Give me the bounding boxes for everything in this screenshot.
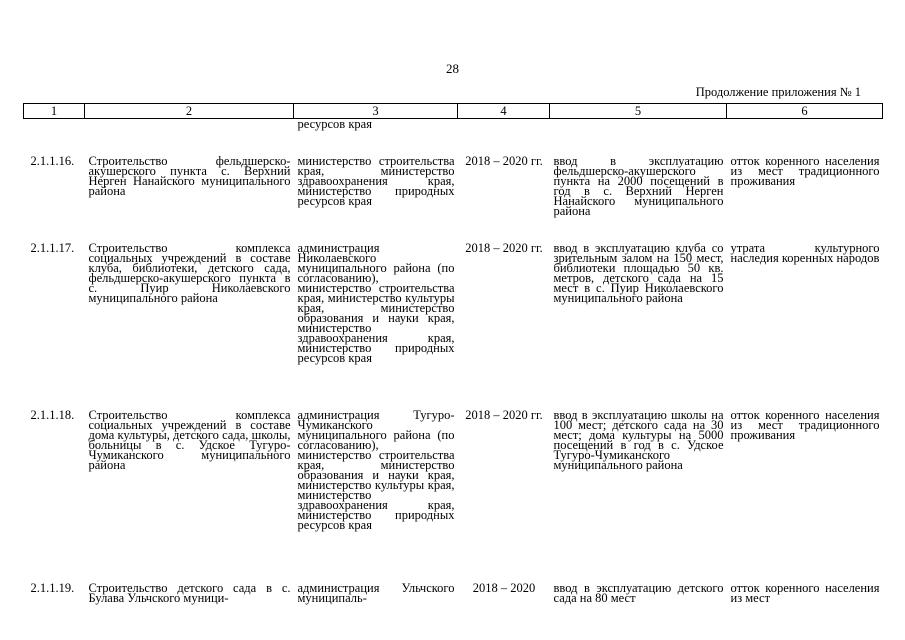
table-row: [24, 243, 883, 410]
appendix-continuation-note: Продолжение приложения № 1: [695, 85, 861, 99]
column-number: 5: [550, 104, 727, 119]
project-cell: Строительство комплекса социальных учреждений в составе дома культуры, детского сада, школы, больницы в с. Удское Тугуро-Чумиканского муниципального района: [88, 408, 291, 472]
executors-cell: администрация Ульчского муниципаль-: [297, 581, 455, 605]
item-code: 2.1.1.18.: [30, 408, 75, 422]
table-row: [24, 410, 883, 583]
risk-cell: отток коренного населения из мест: [730, 581, 880, 605]
column-number-row: [24, 104, 883, 119]
risk-cell: отток коренного населения из мест традиционного проживания: [730, 408, 880, 442]
result-cell: ввод в эксплуатацию клуба со зрительным залом на 150 мест, библиотеки площадью 50 кв. метров, детского сада на 15 мест в с. Пуир Николаевского муниципального района: [553, 241, 724, 305]
column-number: 3: [294, 104, 458, 119]
appendix-table: [23, 103, 883, 603]
item-code: 2.1.1.17.: [30, 241, 75, 255]
risk-cell: утрата культурного наследия коренных народов: [730, 241, 880, 265]
column-number: 6: [727, 104, 883, 119]
table-row: [24, 583, 883, 603]
table-row-continuation: [24, 119, 883, 157]
period-cell: 2018 – 2020 гг.: [465, 154, 543, 168]
executors-cell: министерство строительства края, министерство здравоохранения края, министерство природных ресурсов края: [297, 154, 455, 208]
period-cell: 2018 – 2020: [472, 581, 536, 595]
project-cell: Строительство детского сада в с. Булава Ульчского муници-: [88, 581, 291, 605]
table-row: [24, 156, 883, 243]
column-number: 1: [24, 104, 85, 119]
page-number: 28: [446, 61, 459, 76]
executors-cell: ресурсов края: [297, 117, 372, 131]
result-cell: ввод в эксплуатацию детского сада на 80 мест: [553, 581, 724, 605]
item-code: 2.1.1.19.: [30, 581, 75, 595]
period-cell: 2018 – 2020 гг.: [465, 241, 543, 255]
executors-cell: администрация Тугуро-Чумиканского муниципального района (по согласованию), министерство строительства края, министерство образования и науки края, министерство культуры края, министерство здравоохранения края, министерство природных ресурсов края: [297, 408, 455, 532]
project-cell: Строительство фельдшерско-акушерского пункта с. Верхний Нерген Нанайского муниципального района: [88, 154, 291, 198]
result-cell: ввод в эксплуатацию фельдшерско-акушерского пункта на 2000 посещений в год в с. Верхний Нерген Нанайского муниципального района: [553, 154, 724, 218]
item-code: 2.1.1.16.: [30, 154, 75, 168]
project-cell: Строительство комплекса социальных учреждений в составе клуба, библиотеки, детского сада, фельдшерско-акушерского пункта в с. Пуир Николаевского муниципального района: [88, 241, 291, 305]
column-number: 2: [85, 104, 294, 119]
executors-cell: администрация Николаевского муниципального района (по согласованию), министерство строительства края, министерство культуры края, министерство образования и науки края, министерство здравоохранения края, министерство природных ресурсов края: [297, 241, 455, 365]
column-number: 4: [458, 104, 550, 119]
period-cell: 2018 – 2020 гг.: [465, 408, 543, 422]
risk-cell: отток коренного населения из мест традиционного проживания: [730, 154, 880, 188]
result-cell: ввод в эксплуатацию школы на 100 мест; детского сада на 30 мест; дома культуры на 5000 посещений в год в с. Удское Тугуро-Чумиканского муниципального района: [553, 408, 724, 472]
